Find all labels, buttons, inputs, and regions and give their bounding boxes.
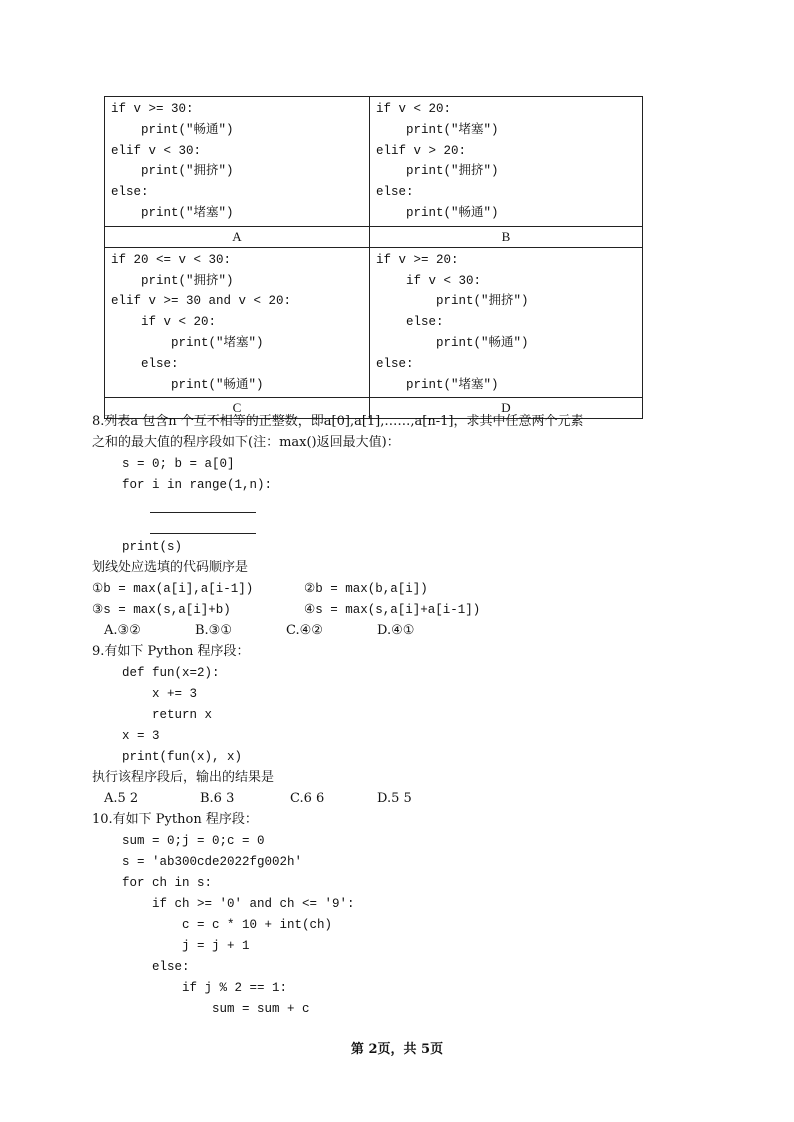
q10-code-line: else:	[122, 960, 190, 974]
code-line: else:	[376, 356, 414, 371]
code-line: print("堵塞")	[376, 377, 499, 392]
q9-code-line: x = 3	[122, 729, 160, 743]
q10-stem: 10.有如下 Python 程序段：	[92, 812, 258, 827]
q9-code-line: print(fun(x), x)	[122, 750, 243, 764]
code-line: print("拥挤")	[376, 164, 499, 179]
code-line: print("堵塞")	[111, 205, 234, 220]
q10-code-line: for ch in s:	[122, 876, 213, 890]
code-line: if v >= 30:	[111, 102, 194, 116]
code-line: print("拥挤")	[376, 294, 529, 309]
q9-code-line: def fun(x=2):	[122, 666, 220, 680]
q10-code-line: if j % 2 == 1:	[122, 981, 288, 995]
q8-code-line: print(s)	[122, 540, 183, 554]
option-c-code	[105, 247, 370, 398]
options-table	[104, 96, 643, 419]
q8-choice-1: ①b = max(a[i],a[i-1])	[92, 582, 254, 596]
code-line: print("拥挤")	[111, 164, 234, 179]
code-line: if 20 <= v < 30:	[111, 252, 232, 267]
code-line: print("畅通")	[111, 377, 264, 392]
code-line: if v < 20:	[376, 102, 452, 116]
q10-code-line: s = 'ab300cde2022fg002h'	[122, 855, 303, 869]
table-row	[105, 226, 643, 247]
q8-stem-line2: 之和的最大值的程序段如下(注：max()返回最大值)：	[92, 435, 400, 450]
code-line: else:	[376, 315, 444, 330]
q8-choice-4: ④s = max(s,a[i]+a[i-1])	[304, 603, 481, 617]
code-line: if v >= 20:	[376, 252, 459, 267]
code-line: if v < 30:	[376, 273, 482, 288]
q8-choice-3: ③s = max(s,a[i]+b)	[92, 603, 231, 617]
code-line: print("拥挤")	[111, 273, 234, 288]
code-line: if v < 20:	[111, 315, 217, 330]
code-line: else:	[111, 356, 179, 371]
code-line: else:	[111, 185, 149, 200]
q8-option-d: D.④①	[377, 623, 415, 638]
q9-option-b: B.6 3	[200, 791, 235, 806]
option-d-code	[370, 247, 643, 398]
q9-stem: 9.有如下 Python 程序段：	[92, 644, 250, 659]
q9-option-d: D.5 5	[377, 791, 412, 806]
q8-option-c: C.④②	[286, 623, 323, 638]
q8-code-line: s = 0; b = a[0]	[122, 457, 235, 471]
page-footer: 第 2页，共 5页	[350, 1042, 444, 1057]
option-c-label: C	[105, 398, 370, 419]
q8-choice-2: ②b = max(b,a[i])	[304, 582, 428, 596]
code-line: print("畅通")	[376, 205, 499, 220]
q10-code-line: if ch >= '0' and ch <= '9':	[122, 897, 355, 911]
answer-blank-2[interactable]	[150, 533, 256, 534]
code-line: elif v >= 30 and v < 20:	[111, 294, 292, 309]
q10-code-line: j = j + 1	[122, 939, 250, 953]
table-row	[105, 97, 643, 227]
code-line: print("堵塞")	[111, 335, 264, 350]
code-line: elif v < 30:	[111, 143, 202, 158]
q10-code-line: sum = sum + c	[122, 1002, 310, 1016]
option-a-code	[105, 97, 370, 227]
q9-option-a: A.5 2	[104, 791, 139, 806]
q8-option-a: A.③②	[104, 623, 141, 638]
table-row	[105, 247, 643, 398]
code-line: print("畅通")	[376, 335, 529, 350]
code-line: elif v > 20:	[376, 143, 467, 158]
q10-code-line: c = c * 10 + int(ch)	[122, 918, 333, 932]
option-b-label: B	[370, 226, 643, 247]
q9-code-line: x += 3	[122, 687, 198, 701]
code-line: print("畅通")	[111, 122, 234, 137]
option-b-code	[370, 97, 643, 227]
answer-blank-1[interactable]	[150, 512, 256, 513]
option-d-label: D	[370, 398, 643, 419]
q9-code-line: return x	[122, 708, 213, 722]
q10-code-line: sum = 0;j = 0;c = 0	[122, 834, 265, 848]
q8-prompt: 划线处应选填的代码顺序是	[92, 560, 249, 575]
q8-option-b: B.③①	[195, 623, 232, 638]
q9-option-c: C.6 6	[290, 791, 325, 806]
q8-code-line: for i in range(1,n):	[122, 478, 273, 492]
q8-stem-line1: 8.列表a 包含n 个互不相等的正整数，即a[0],a[1],……,a[n-1]，求其中任意两个元素	[92, 414, 584, 429]
code-line: else:	[376, 185, 414, 200]
code-line: print("堵塞")	[376, 122, 499, 137]
q9-prompt: 执行该程序段后，输出的结果是	[92, 770, 275, 785]
option-a-label: A	[105, 226, 370, 247]
